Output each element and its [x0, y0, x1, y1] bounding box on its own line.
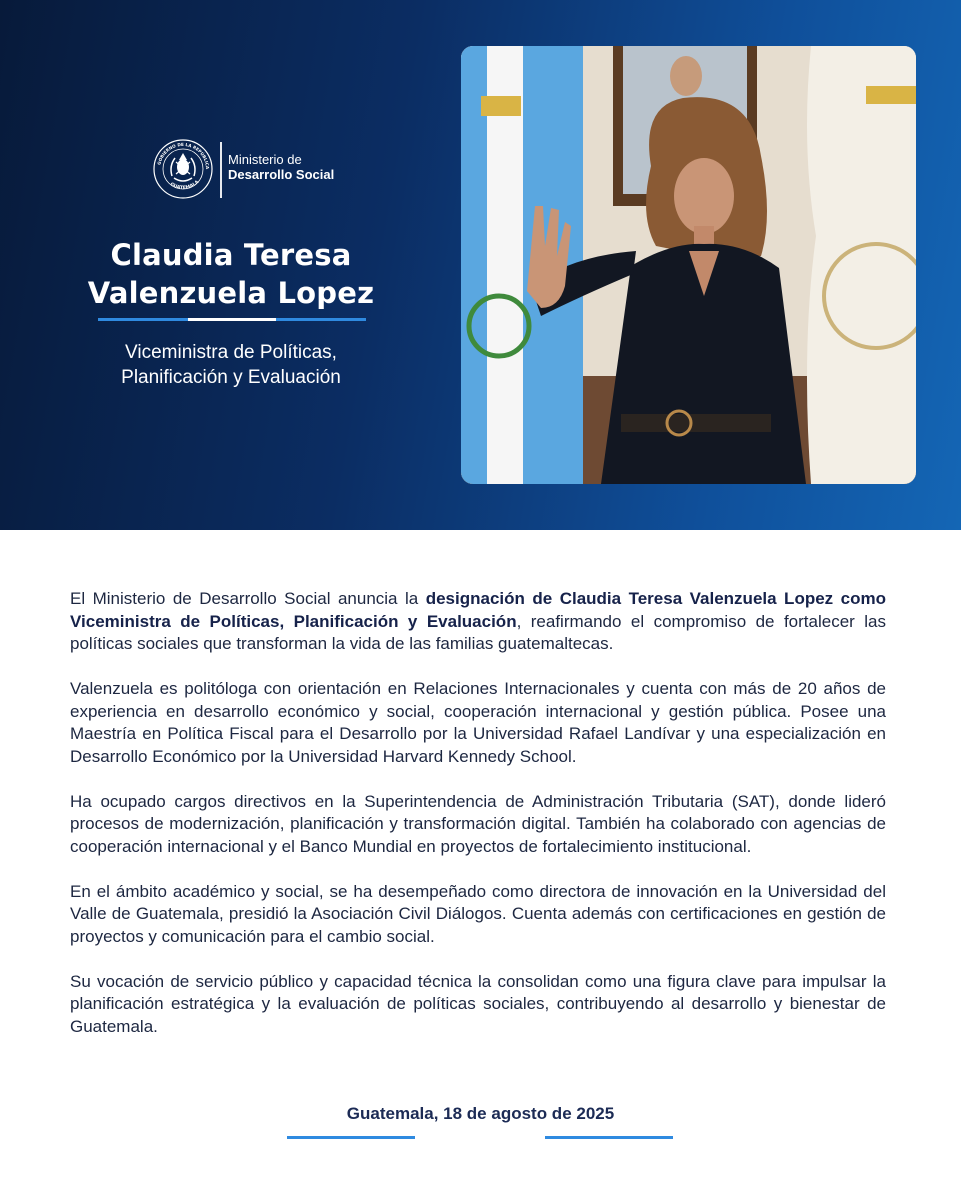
svg-text:GUATEMALA: GUATEMALA	[168, 179, 201, 191]
paragraph-5: Su vocación de servicio público y capacidad técnica la consolidan como una figura clave para impulsar la planificación estratégica y la evaluación de políticas sociales, contribuyendo al desarrollo y bienestar de Guatemala.	[70, 971, 886, 1036]
logo-divider	[220, 142, 222, 198]
paragraph-1-highlight: designación de Claudia Teresa Valenzuela Lopez como Viceministra de Políticas, Planificación y Evaluación	[70, 589, 886, 631]
official-name	[60, 236, 402, 312]
footer-line-left	[287, 1136, 415, 1139]
paragraph-3: Ha ocupado cargos directivos en la Superintendencia de Administración Tributaria (SAT), donde lideró procesos de modernización, planificación y transformación digital. También ha colaborado con agencias de cooperación internacional y el Banco Mundial en proyectos de fortalecimiento institucional.	[70, 791, 886, 856]
official-role	[60, 340, 402, 390]
publication-date: Guatemala, 18 de agosto de 2025	[346, 1104, 615, 1123]
official-name-line2: Valenzuela Lopez	[87, 276, 375, 310]
name-underline-highlight	[188, 318, 276, 321]
official-role-line1: Viceministra de Políticas,	[125, 342, 337, 363]
portrait-illustration	[461, 46, 916, 484]
header-banner	[0, 0, 961, 530]
ministry-name-line2: Desarrollo Social	[228, 167, 335, 182]
svg-text:GOBIERNO DE LA REPÚBLICA: GOBIERNO DE LA REPÚBLICA	[156, 141, 211, 170]
official-portrait-photo	[461, 46, 916, 484]
paragraph-4: En el ámbito académico y social, se ha desempeñado como directora de innovación en la Universidad del Valle de Guatemala, presidió la Asociación Civil Diálogos. Cuenta además con certificaciones en gestión de proyectos y comunicación para el cambio social.	[70, 881, 886, 946]
paragraph-1-intro: El Ministerio de Desarrollo Social anuncia la	[70, 589, 426, 608]
paragraph-1	[70, 588, 886, 656]
announcement-body	[70, 588, 886, 1061]
paragraph-2: Valenzuela es politóloga con orientación en Relaciones Internacionales y cuenta con más de 20 años de experiencia en desarrollo económico y social, cooperación internacional y gestión pública. Posee una Maestría en Política Fiscal para el Desarrollo por la Universidad Rafael Landívar y una especialización en Desarrollo Económico por la Universidad Harvard Kennedy School.	[70, 679, 886, 766]
guatemala-seal-icon	[152, 138, 214, 200]
official-name-line1: Claudia Teresa	[110, 238, 352, 272]
footer-line-right	[545, 1136, 673, 1139]
ministry-name-line1: Ministerio de	[228, 152, 302, 167]
ministry-logo	[152, 138, 342, 202]
official-role-line2: Planificación y Evaluación	[121, 367, 341, 388]
paragraph-1-rest: , reafirmando el compromiso de fortalecer las políticas sociales que transforman la vida de las familias guatemaltecas.	[70, 611, 886, 653]
